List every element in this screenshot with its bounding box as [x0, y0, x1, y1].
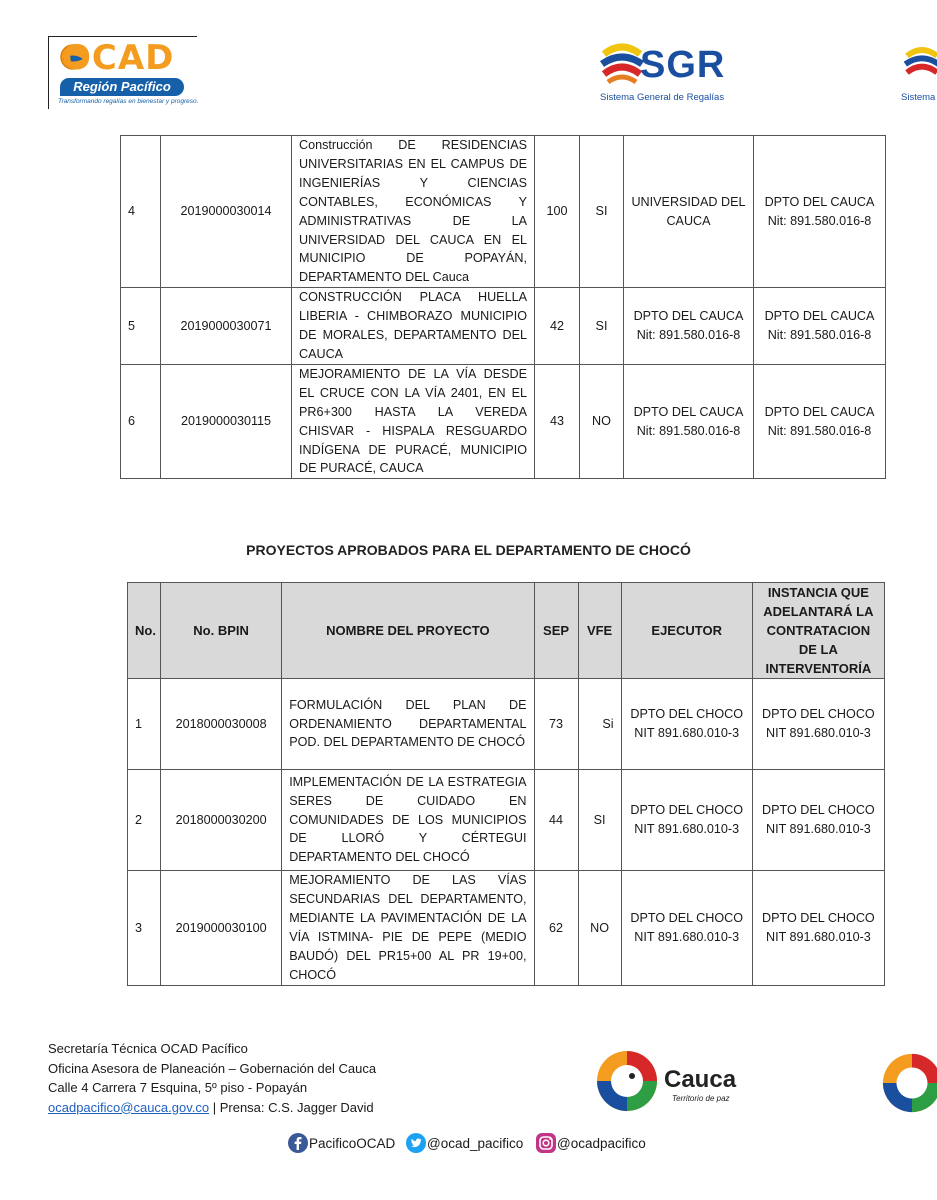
vfe-cell: Si: [578, 679, 621, 770]
footer-line-3: Calle 4 Carrera 7 Esquina, 5º piso - Popayán: [48, 1080, 308, 1095]
instagram-handle[interactable]: [535, 1132, 646, 1154]
header-sep: SEP: [534, 583, 578, 679]
project-name-cell: IMPLEMENTACIÓN DE LA ESTRATEGIA SERES DE CUIDADO EN COMUNIDADES DE LOS MUNICIPIOS DE LLORÓ Y CÉRTEGUI DEPARTAMENTO DEL CHOCÓ: [282, 770, 534, 871]
facebook-label: PacificoOCAD: [309, 1135, 396, 1151]
bpin-cell: 2019000030014: [161, 136, 292, 288]
vfe-cell: SI: [578, 770, 621, 871]
bpin-cell: 2019000030100: [161, 871, 282, 986]
sep-cell: 42: [535, 288, 580, 365]
cauca-projects-table: [120, 135, 886, 479]
vfe-cell: SI: [580, 288, 624, 365]
ocad-tagline: Transformando regalías en bienestar y progreso.: [58, 98, 199, 105]
instancia-cell: DPTO DEL CAUCA Nit: 891.580.016-8: [754, 136, 886, 288]
ocad-region-pacifico-logo: [48, 36, 198, 110]
header-instancia: INSTANCIA QUE ADELANTARÁ LA CONTRATACION DE LA INTERVENTORÍA: [752, 583, 884, 679]
prensa-text: | Prensa: C.S. Jagger David: [209, 1099, 374, 1115]
header-no: No.: [128, 583, 161, 679]
cauca-logo: [594, 1048, 744, 1118]
cauca-logo-partial: [880, 1050, 937, 1116]
table-row: [128, 679, 885, 770]
sep-cell: 100: [535, 136, 580, 288]
twitter-icon: [405, 1132, 427, 1154]
sep-cell: 43: [535, 364, 580, 478]
sgr-subtitle: Sistema General de Regalías: [600, 92, 725, 103]
cauca-bird-icon-partial: [880, 1050, 937, 1116]
instagram-icon: [535, 1132, 557, 1154]
bpin-cell: 2018000030008: [161, 679, 282, 770]
section-title: PROYECTOS APROBADOS PARA EL DEPARTAMENTO DE CHOCÓ: [246, 542, 691, 558]
cauca-wordmark: Cauca: [664, 1066, 737, 1093]
project-name-cell: CONSTRUCCIÓN PLACA HUELLA LIBERIA - CHIMBORAZO MUNICIPIO DE MORALES, DEPARTAMENTO DEL CAUCA: [292, 288, 535, 365]
row-number: 5: [121, 288, 161, 365]
footer-line-2: Oficina Asesora de Planeación – Gobernación del Cauca: [48, 1060, 377, 1076]
header-bpin: No. BPIN: [161, 583, 282, 679]
header-nombre: NOMBRE DEL PROYECTO: [282, 583, 534, 679]
facebook-handle[interactable]: [287, 1132, 395, 1154]
facebook-icon: [287, 1132, 309, 1154]
instancia-cell: DPTO DEL CHOCO NIT 891.680.010-3: [752, 770, 884, 871]
choco-projects-table: [127, 582, 885, 986]
row-number: 4: [121, 136, 161, 288]
footer-line-4: [48, 1098, 376, 1118]
ocad-region-label: Región Pacífico: [60, 78, 184, 96]
sgr-logo: [598, 40, 738, 106]
header-vfe: VFE: [578, 583, 621, 679]
sgr-subtitle-partial: Sistema: [901, 92, 936, 103]
ejecutor-cell: DPTO DEL CHOCO NIT 891.680.010-3: [621, 871, 752, 986]
ejecutor-cell: DPTO DEL CHOCO NIT 891.680.010-3: [621, 679, 752, 770]
table-row: [128, 871, 885, 986]
ejecutor-cell: DPTO DEL CAUCA Nit: 891.580.016-8: [624, 288, 754, 365]
project-name-cell: MEJORAMIENTO DE LAS VÍAS SECUNDARIAS DEL DEPARTAMENTO, MEDIANTE LA PAVIMENTACIÓN DE LA VÍA ISTMINA- PIE DE PEPE (MEDIO BAUDÓ) DEL PR15+00 AL PR 19+00, CHOCÓ: [282, 871, 534, 986]
ejecutor-cell: UNIVERSIDAD DEL CAUCA: [624, 136, 754, 288]
bpin-cell: 2019000030115: [161, 364, 292, 478]
footer-line-1: Secretaría Técnica OCAD Pacífico: [48, 1041, 248, 1056]
cauca-tagline: Territorio de paz: [672, 1094, 730, 1103]
instancia-cell: DPTO DEL CHOCO NIT 891.680.010-3: [752, 679, 884, 770]
instancia-cell: DPTO DEL CHOCO NIT 891.680.010-3: [752, 871, 884, 986]
bpin-cell: 2018000030200: [161, 770, 282, 871]
table-row: [128, 770, 885, 871]
project-name-cell: Construcción DE RESIDENCIAS UNIVERSITARIAS EN EL CAMPUS DE INGENIERÍAS Y CIENCIAS CONTABLES, ECONÓMICAS Y ADMINISTRATIVAS DE LA UNIVERSIDAD DEL CAUCA EN EL MUNICIPIO DE POPAYÁN, DEPARTAMENTO DEL Cauca: [292, 136, 535, 288]
vfe-cell: SI: [580, 136, 624, 288]
vfe-cell: NO: [580, 364, 624, 478]
table-row: [121, 364, 886, 478]
instagram-label: @ocadpacifico: [557, 1135, 646, 1151]
sgr-emblem-icon-partial: [902, 42, 937, 88]
project-name-cell: FORMULACIÓN DEL PLAN DE ORDENAMIENTO DEPARTAMENTAL POD. DEL DEPARTAMENTO DE CHOCÓ: [282, 679, 534, 770]
table-row: [121, 136, 886, 288]
sep-cell: 73: [534, 679, 578, 770]
twitter-label: @ocad_pacifico: [427, 1135, 524, 1151]
vfe-cell: NO: [578, 871, 621, 986]
table-header-row: [128, 583, 885, 679]
ejecutor-cell: DPTO DEL CAUCA Nit: 891.580.016-8: [624, 364, 754, 478]
row-number: 6: [121, 364, 161, 478]
bpin-cell: 2019000030071: [161, 288, 292, 365]
ocad-wordmark: OCAD: [62, 38, 175, 78]
email-link[interactable]: ocadpacifico@cauca.gov.co: [48, 1099, 210, 1115]
cauca-bird-icon: [594, 1048, 660, 1114]
twitter-handle[interactable]: [405, 1132, 523, 1154]
row-number: 3: [128, 871, 161, 986]
ejecutor-cell: DPTO DEL CHOCO NIT 891.680.010-3: [621, 770, 752, 871]
sgr-logo-partial: [898, 40, 937, 106]
sep-cell: 44: [534, 770, 578, 871]
sgr-wordmark: SGR: [640, 44, 726, 86]
sep-cell: 62: [534, 871, 578, 986]
row-number: 2: [128, 770, 161, 871]
instancia-cell: DPTO DEL CAUCA Nit: 891.580.016-8: [754, 288, 886, 365]
footer-contact: [48, 1039, 376, 1117]
sgr-emblem-icon: [598, 42, 646, 88]
instancia-cell: DPTO DEL CAUCA Nit: 891.580.016-8: [754, 364, 886, 478]
row-number: 1: [128, 679, 161, 770]
project-name-cell: MEJORAMIENTO DE LA VÍA DESDE EL CRUCE CON LA VÍA 2401, EN EL PR6+300 HASTA LA VEREDA CHISVAR - HISPALA RESGUARDO INDÍGENA DE PURACÉ, MUNICIPIO DE PURACÉ, CAUCA: [292, 364, 535, 478]
header-ejecutor: EJECUTOR: [621, 583, 752, 679]
table-row: [121, 288, 886, 365]
